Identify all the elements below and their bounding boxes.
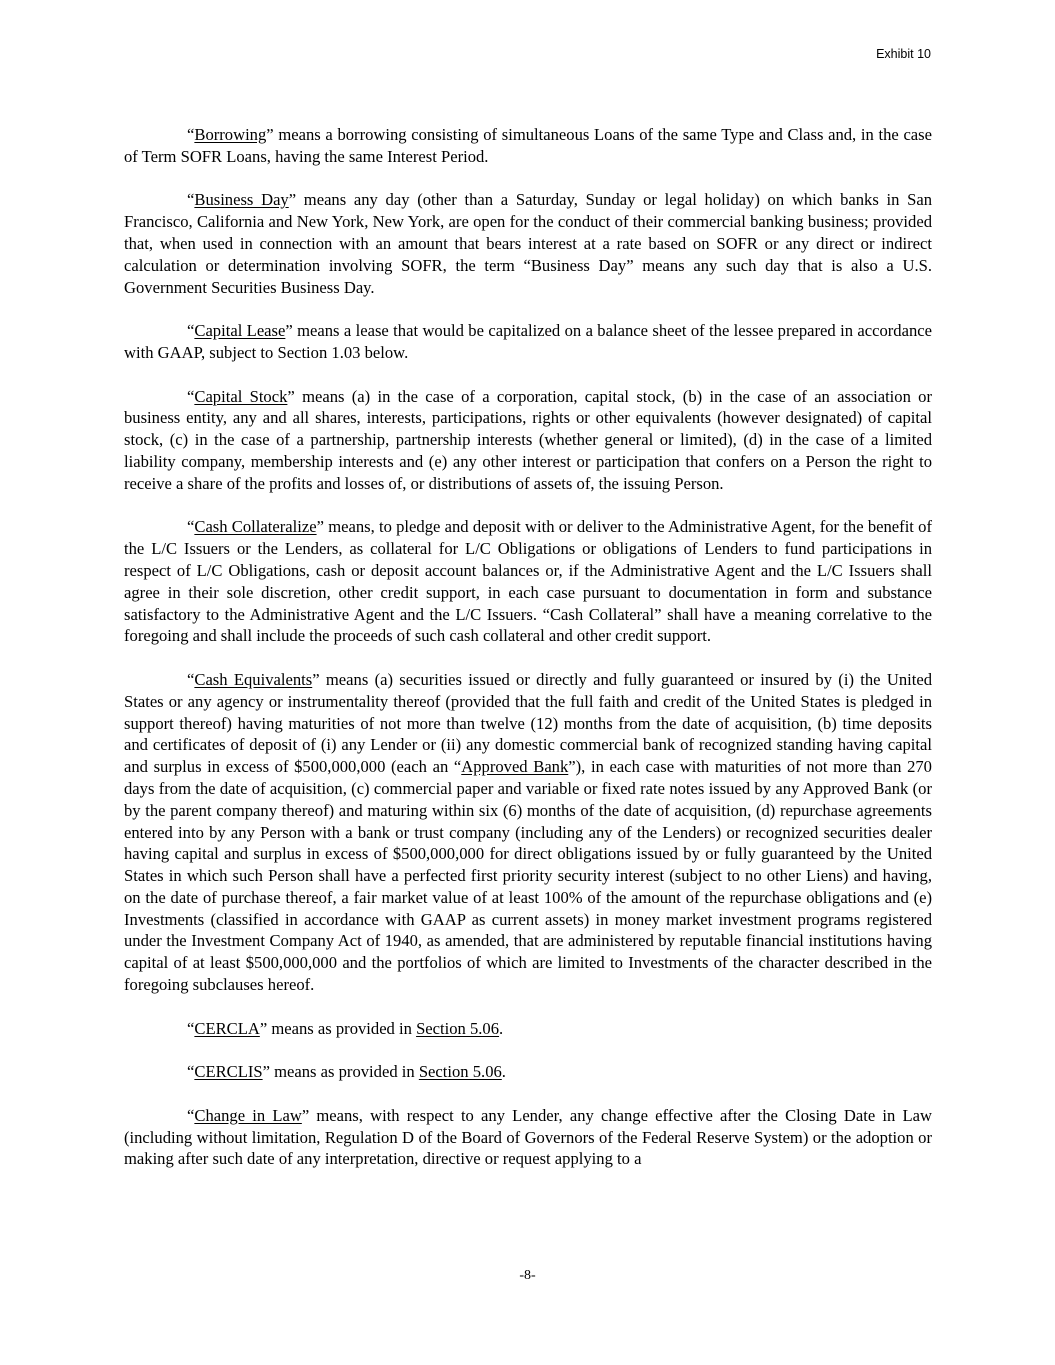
definition-text: ” means, with respect to any Lender, any change effective after the Closing Date in Law (including without limitation, Regulation D of the Board of Governors of the Federal Reserve System) or the adoption or making after such date of any interpretation, directive or request applying to a: [124, 1105, 932, 1169]
open-quote: “: [187, 517, 195, 537]
defined-term-inline: Approved Bank: [461, 757, 569, 777]
defined-term: CERCLA: [194, 1018, 260, 1038]
sentence-end: .: [501, 1062, 506, 1082]
definition-capital-stock: [124, 386, 932, 495]
definition-change-in-law: [124, 1105, 932, 1170]
definition-text: ” means as provided in: [262, 1062, 419, 1082]
open-quote: “: [187, 125, 195, 144]
defined-term: Business Day: [194, 190, 289, 210]
defined-term: Cash Collateralize: [194, 517, 317, 537]
definition-cerclis: [124, 1061, 932, 1083]
definition-business-day: [124, 189, 932, 298]
section-reference-link[interactable]: Section 5.06: [416, 1018, 500, 1038]
definition-capital-lease: [124, 320, 932, 364]
exhibit-label: Exhibit 10: [876, 47, 931, 61]
open-quote: “: [187, 386, 195, 406]
defined-term: Capital Lease: [194, 321, 286, 341]
defined-term: CERCLIS: [194, 1062, 263, 1082]
definition-borrowing: [124, 124, 932, 168]
definition-text: ” means any day (other than a Saturday, Sunday or legal holiday) on which banks in San Francisco, California and New York, New York, are open for the conduct of their commercial banking business; provided that, when used in connection with an amount that bears interest at a rate based on SOFR or any direct or indirect calculation or determination involving SOFR, the term “Business Day” means any such day that is also a U.S. Government Securities Business Day.: [124, 190, 932, 297]
defined-term: Capital Stock: [194, 386, 288, 406]
section-reference-link[interactable]: Section 5.06: [418, 1062, 502, 1082]
open-quote: “: [187, 1062, 195, 1082]
definition-cash-equivalents: [124, 669, 932, 996]
page-number: -8-: [519, 1268, 536, 1283]
open-quote: “: [187, 190, 195, 210]
open-quote: “: [187, 321, 195, 341]
defined-term: Borrowing: [194, 125, 267, 144]
open-quote: “: [187, 1018, 195, 1038]
open-quote: “: [187, 669, 195, 689]
definition-cercla: [124, 1018, 932, 1040]
definition-text: ” means as provided in: [259, 1018, 417, 1038]
defined-term: Change in Law: [194, 1105, 302, 1125]
definition-text: ” means (a) securities issued or directly and fully guaranteed or insured by (i) the United States or any agency or instrumentality thereof (provided that the full faith and credit of the United States is pledged in support thereof) having maturities of not more than twelve (12) months from the date of acquisition, (b) time deposits and certificates of deposit of (i) any Lender or (ii) any domestic commercial bank of recognized standing having capital and surplus in excess of $500,000,000 (each an “: [124, 669, 933, 777]
defined-term: Cash Equivalents: [194, 669, 313, 689]
definition-cash-collateralize: [124, 516, 932, 647]
definition-text: ” means, to pledge and deposit with or deliver to the Administrative Agent, for the benefit of the L/C Issuers or the Lenders, as collateral for L/C Obligations or obligations of Lenders to fund participations in respect of L/C Obligations, cash or deposit account balances or, if the Administrative Agent and the L/C Issuers shall agree in their sole discretion, other credit support, in each case pursuant to documentation in form and substance satisfactory to the Administrative Agent and the L/C Issuers. “Cash Collateral” shall have a meaning correlative to the foregoing and shall include the proceeds of such cash collateral and other credit support.: [124, 517, 932, 646]
definition-text: ” means (a) in the case of a corporation, capital stock, (b) in the case of an association or business entity, any and all shares, interests, participations, rights or other equivalents (however designated) of capital stock, (c) in the case of a partnership, partnership interests (whether general or limited), (d) in the case of a limited liability company, membership interests and (e) any other interest or participation that confers on a Person the right to receive a share of the profits and losses of, or distributions of assets of, the issuing Person.: [124, 386, 933, 493]
open-quote: “: [187, 1105, 195, 1125]
sentence-end: .: [499, 1018, 504, 1038]
definition-text-continued: ”), in each case with maturities of not more than 270 days from the date of acquisition, (c) commercial paper and variable or fixed rate notes issued by any Approved Bank (or by the parent company thereof) and maturing within six (6) months of the date of acquisition, (d) repurchase agreements entered into by any Person with a bank or trust company (including any of the Lenders) or recognized securities dealer having capital and surplus in excess of $500,000,000 for direct obligations issued by or fully guaranteed by the United States in which such Person shall have a perfected first priority security interest (subject to no other Liens) and having, on the date of purchase thereof, a fair market value of at least 100% of the amount of the repurchase obligations and (e) Investments (classified in accordance with GAAP as current assets) in money market investment programs registered under the Investment Company Act of 1940, as amended, that are administered by reputable financial institutions having capital of at least $500,000,000 and the portfolios of which are limited to Investments of the character described in the foregoing subclauses hereof.: [124, 757, 932, 995]
definition-text: ” means a lease that would be capitalized on a balance sheet of the lessee prepared in accordance with GAAP, subject to Section 1.03 below.: [124, 321, 932, 362]
document-body: [124, 124, 932, 1192]
definition-text: ” means a borrowing consisting of simultaneous Loans of the same Type and Class and, in the case of Term SOFR Loans, having the same Interest Period.: [124, 125, 932, 166]
